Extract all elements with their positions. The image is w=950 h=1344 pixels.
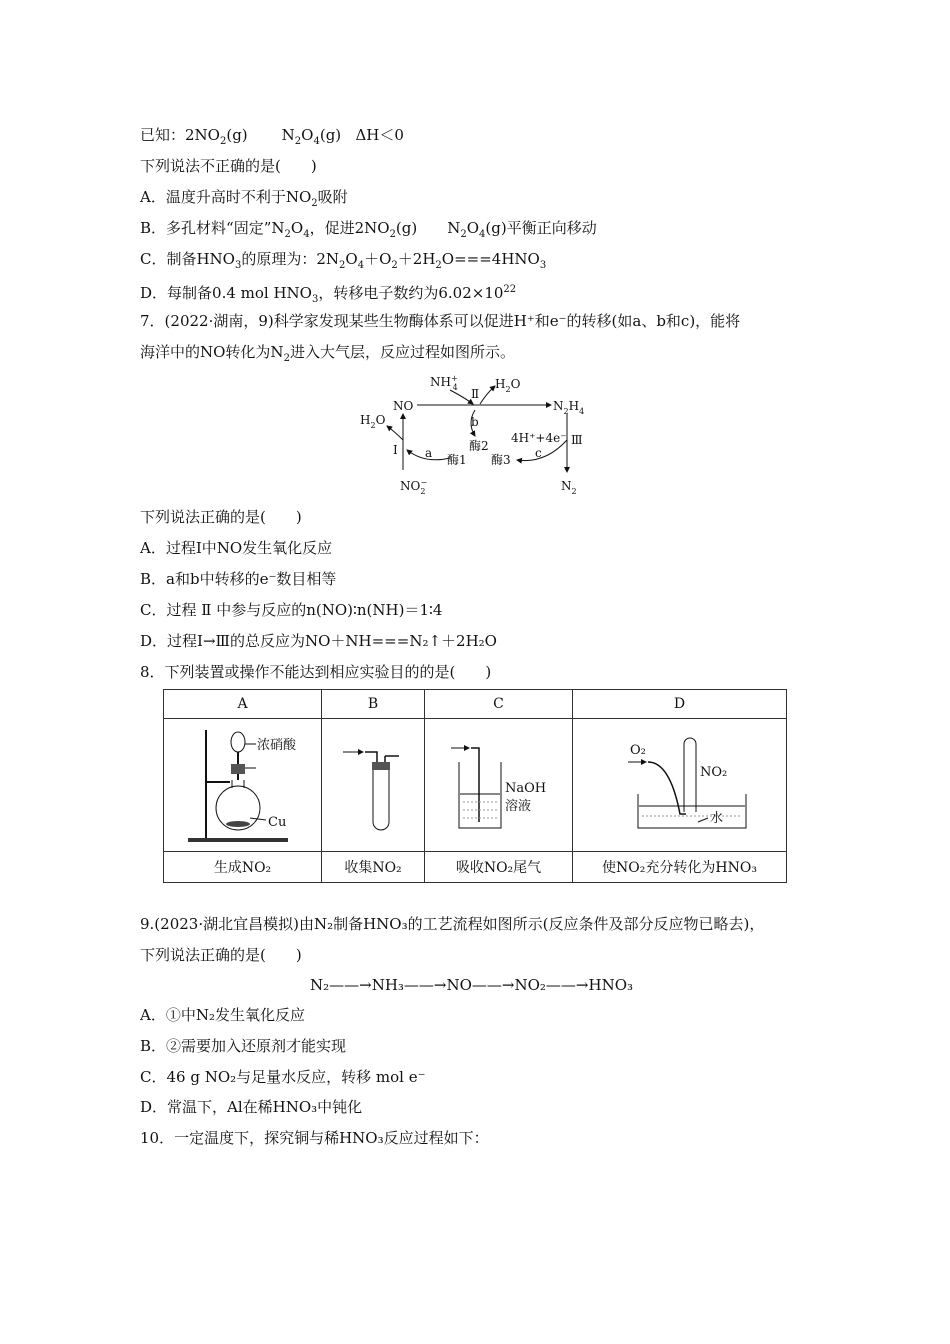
- enzyme1-label: 酶1: [447, 453, 467, 467]
- q6-stem: 下列说法不正确的是( ): [140, 157, 317, 175]
- caption-b: 收集NO₂: [322, 852, 425, 883]
- caption-d: 使NO₂充分转化为HNO₃: [573, 852, 787, 883]
- label-cu: Cu: [267, 815, 286, 830]
- nh4-label: NH+ 4: [430, 374, 458, 392]
- apparatus-b: [322, 719, 425, 852]
- label-naoh: NaOH: [504, 781, 546, 796]
- q9-option-b: B．②需要加入还原剂才能实现: [140, 1037, 347, 1055]
- n2h4-label: $N_2H_4$: [553, 399, 585, 416]
- apparatus-c: [425, 719, 573, 852]
- q9-option-a: A．①中N₂发生氧化反应: [140, 1006, 305, 1024]
- enzyme3-label: 酶3: [491, 453, 511, 467]
- caption-a: 生成NO₂: [164, 852, 322, 883]
- nitrite-label: $NO_2-$: [400, 478, 428, 496]
- q7-option-c: C．过程 Ⅱ 中参与反应的n(NO)∶n(NH)＝1∶4: [140, 601, 443, 619]
- label-conc-nitric-acid: 浓硝酸: [256, 738, 296, 753]
- q7-option-a: A．过程Ⅰ中NO发生氧化反应: [140, 539, 333, 557]
- q7-line2: 海洋中的NO转化为$N_2$进入大气层，反应过程如图所示。: [140, 343, 515, 364]
- q6-option-a: A．温度升高时不利于$NO_2$吸附: [140, 188, 348, 209]
- electron-path-b: b: [471, 415, 479, 429]
- enzyme2-label: 酶2: [469, 439, 489, 453]
- q7-option-b: B．a和b中转移的e⁻数目相等: [140, 570, 337, 588]
- label-water: 水: [709, 811, 723, 826]
- label-no2: NO₂: [699, 765, 727, 780]
- q8-apparatus-table: [163, 689, 787, 883]
- header-d: D: [573, 690, 787, 719]
- reaction-cycle-diagram: [355, 368, 595, 496]
- header-c: C: [425, 690, 573, 719]
- h2o-top-label: $H_2O$: [495, 377, 521, 394]
- q7-stem: 下列说法正确的是( ): [140, 508, 302, 526]
- q8-stem: 8．下列装置或操作不能达到相应实验目的的是( ): [140, 663, 492, 681]
- process-i-label: Ⅰ: [393, 443, 398, 457]
- q7-line1: 7．(2022·湖南，9)科学家发现某些生物酶体系可以促进H⁺和e⁻的转移(如a、b和c)，能将: [140, 312, 741, 330]
- q9-option-c: C．46 g NO₂与足量水反应，转移 mol e⁻: [140, 1068, 426, 1086]
- process-iii-label: Ⅲ: [571, 433, 583, 447]
- no-label: NO: [393, 399, 414, 413]
- q6-option-b: B．多孔材料“固定$”N_2O_4$，促进$2NO_2(g)$ $N_2O_4(g)$平衡正向移动: [140, 219, 597, 240]
- apparatus-d: [573, 719, 787, 852]
- label-solution: 溶液: [504, 799, 531, 814]
- q9-flow: N₂——→NH₃——→NO——→NO₂——→HNO₃: [310, 976, 634, 994]
- electron-path-c: c: [535, 446, 542, 460]
- q6-option-c: C．制备$HNO_3$的原理为：$2N_2O_4+O_2+2H_2O===4HNO_3$: [140, 250, 547, 271]
- q7-option-d: D．过程Ⅰ→Ⅲ的总反应为NO＋NH===N₂↑＋2H₂O: [140, 632, 497, 650]
- q9-option-d: D．常温下，Al在稀HNO₃中钝化: [140, 1098, 363, 1116]
- q9-line1: 9.(2023·湖北宜昌模拟)由N₂制备HNO₃的工艺流程如图所示(反应条件及部分反应物已略去)，: [140, 915, 765, 933]
- process-ii-label: Ⅱ: [471, 387, 480, 401]
- q9-line2: 下列说法正确的是( ): [140, 946, 302, 964]
- n2-label: $N_2$: [561, 479, 577, 496]
- apparatus-a: [164, 719, 322, 852]
- q6-option-d: D．每制备0.4 mol $HNO_3$，转移电子数约为$6.02\times 10^{22}$: [140, 284, 517, 305]
- caption-c: 吸收NO₂尾气: [425, 852, 573, 883]
- label-o2: O₂: [629, 743, 646, 758]
- h2o-left-label: $H_2O$: [360, 413, 386, 430]
- header-b: B: [322, 690, 425, 719]
- electron-path-a: a: [425, 446, 433, 460]
- q10-stem: 10．一定温度下，探究铜与稀HNO₃反应过程如下：: [140, 1129, 489, 1147]
- h-e-label: 4H⁺+4e⁻: [511, 431, 567, 445]
- header-a: A: [164, 690, 322, 719]
- known-equation: 已知：$2NO_2(g)$ $N_2O_4(g)$ ΔH＜0: [140, 126, 404, 147]
